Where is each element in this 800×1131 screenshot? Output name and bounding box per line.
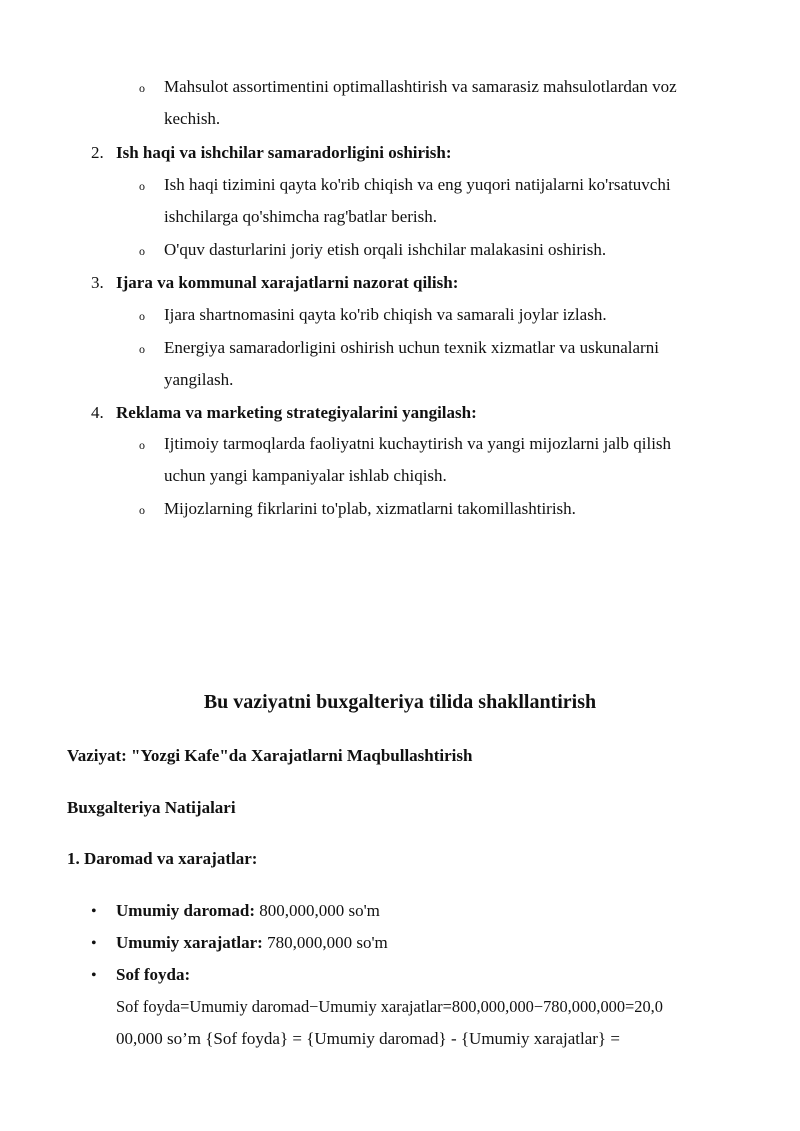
situation-heading: Vaziyat: "Yozgi Kafe"da Xarajatlarni Maqbullashtirish (67, 746, 473, 765)
item2-heading: Ish haqi va ishchilar samaradorligini oshirish: (116, 143, 452, 162)
net-profit-formula-line2: 00,000 so’m {Sof foyda} = {Umumiy daromad} - {Umumiy xarajatlar} = (116, 1029, 620, 1048)
sub-bullet-marker: o (139, 503, 145, 517)
item1-sub1-line2: kechish. (164, 109, 221, 128)
item2-sub2-line1: O'quv dasturlarini joriy etish orqali ishchilar malakasini oshirish. (164, 240, 607, 259)
item4-sub1-line2: uchun yangi kampaniyalar ishlab chiqish. (164, 466, 447, 485)
item4-sub2-line1: Mijozlarning fikrlarini to'plab, xizmatlarni takomillashtirish. (164, 499, 576, 518)
item3-sub2-line2: yangilash. (164, 370, 234, 389)
item3-sub1-line1: Ijara shartnomasini qayta ko'rib chiqish va samarali joylar izlash. (164, 305, 607, 324)
total-expenses-value: 780,000,000 so'm (262, 933, 388, 952)
income-expenses-heading: 1. Daromad va xarajatlar: (67, 849, 258, 868)
total-expenses-line (116, 933, 388, 953)
total-income-value: 800,000,000 so'm (255, 901, 380, 920)
sub-bullet-marker: o (139, 438, 145, 452)
item3-sub2-line1: Energiya samaradorligini oshirish uchun texnik xizmatlar va uskunalarni (164, 338, 659, 357)
section-title: Bu vaziyatni buxgalteriya tilida shakllantirish (203, 691, 597, 713)
net-profit-label: Sof foyda: (116, 965, 191, 984)
total-expenses-label: Umumiy xarajatlar: (116, 933, 263, 952)
item4-sub1-line1: Ijtimoiy tarmoqlarda faoliyatni kuchaytirish va yangi mijozlarni jalb qilish (164, 434, 672, 453)
bullet-marker: • (91, 967, 97, 984)
total-income-label: Umumiy daromad: (116, 901, 255, 920)
item4-number: 4. (91, 403, 104, 422)
item4-heading: Reklama va marketing strategiyalarini yangilash: (116, 403, 477, 422)
sub-bullet-marker: o (139, 309, 145, 323)
sub-bullet-marker: o (139, 342, 145, 356)
item3-number: 3. (91, 273, 104, 292)
item2-sub1-line1: Ish haqi tizimini qayta ko'rib chiqish va eng yuqori natijalarni ko'rsatuvchi (164, 175, 671, 194)
sub-bullet-marker: o (139, 81, 145, 95)
results-heading: Buxgalteriya Natijalari (67, 798, 236, 817)
net-profit-formula-line1: Sof foyda=Umumiy daromad−Umumiy xarajatlar=800,000,000−780,000,000=20,0 (116, 997, 663, 1016)
bullet-marker: • (91, 903, 97, 920)
sub-bullet-marker: o (139, 244, 145, 258)
total-income-line (116, 901, 380, 921)
item1-sub1-line1: Mahsulot assortimentini optimallashtirish va samarasiz mahsulotlardan voz (164, 77, 677, 96)
bullet-marker: • (91, 935, 97, 952)
item2-number: 2. (91, 143, 104, 162)
sub-bullet-marker: o (139, 179, 145, 193)
item2-sub1-line2: ishchilarga qo'shimcha rag'batlar berish. (164, 207, 438, 226)
item3-heading: Ijara va kommunal xarajatlarni nazorat qilish: (116, 273, 459, 292)
